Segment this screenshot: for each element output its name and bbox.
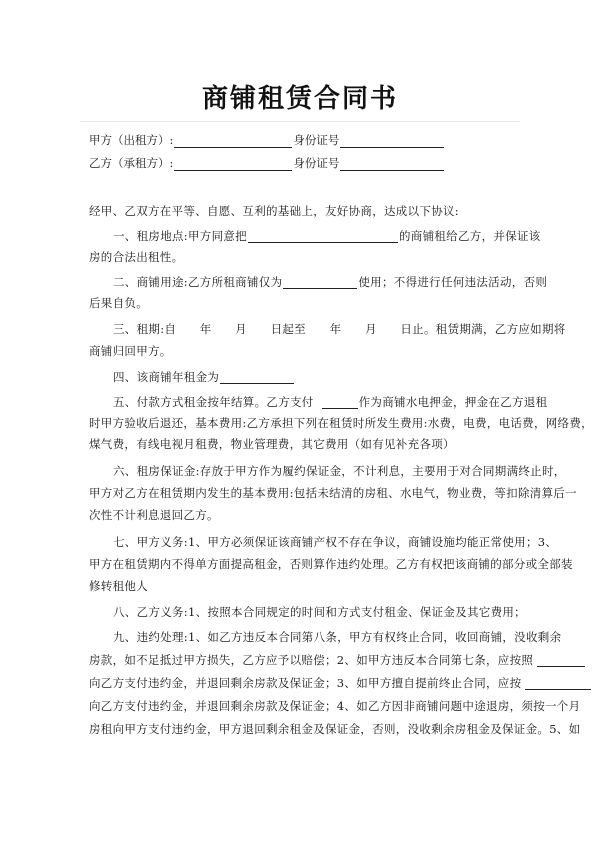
clause-7-line-2: 甲方在租赁期内不得单方面提高租金，否则算作违约处理。乙方有权把该商铺的部分或全部装 [89,557,573,571]
clause-5-deposit-blank[interactable] [322,395,358,409]
clause-8-line-1: 八、乙方义务:1、按照本合同规定的时间和方式支付租金、保证金及其它费用； [113,605,526,619]
clause-1-line-1 [113,229,541,243]
clause-2-line-1 [113,275,547,289]
clause-5-text-a: 五、付款方式租金按年结算。乙方支付 [113,395,314,409]
clause-9-line-2 [89,653,586,667]
party-a-id-blank[interactable] [340,134,444,148]
clause-4-line-1 [113,370,295,384]
clause-9-text-2: 房款，如不足抵过甲方损失，乙方应予以赔偿；2、如甲方违反本合同第七条，应按照 [89,653,534,667]
clause-2-text-b: 使用；不得进行任何违法活动，否则 [358,275,548,289]
party-b-line [89,153,445,171]
clause-6-line-1: 六、租房保证金:存放于甲方作为履约保证金，不计利息，主要用于对合同期满终止时， [113,464,566,478]
clause-1-text-b: 的商铺租给乙方，并保证该 [398,229,541,243]
clause-6-line-3: 次性不计利息退回乙方。 [89,508,219,522]
clause-4-text-a: 四、该商铺年租金为 [113,370,220,384]
party-a-name-blank[interactable] [174,134,292,148]
clause-3-line-1: 三、租期:自 年 月 日起至 年 月 日止。租赁期满，乙方应如期将 [113,322,566,336]
clause-2-line-2: 后果自负。 [89,296,148,310]
clause-9-penalty-blank-1[interactable] [537,653,585,667]
clause-5-line-3: 煤气费，有线电视月租费，物业管理费，其它费用（如有见补充各项） [89,437,455,451]
clause-1-location-blank[interactable] [248,229,398,243]
clause-9-text-3: 向乙方支付违约金，并退回剩余房款及保证金；3、如甲方擅自提前终止合同，应按 [89,676,522,690]
clause-9-line-5: 房租向甲方支付违约金，甲方退回剩余租金及保证金，否则，没收剩余房租金及保证金。5、如 [89,722,581,736]
party-a-line [89,130,445,148]
clause-9-line-1: 九、违约处理:1、如乙方违反本合同第八条，甲方有权终止合同，收回商铺，没收剩余 [113,630,562,644]
party-b-id-label: 身份证号 [293,156,340,170]
party-b-label: 乙方（承租方）: [89,156,174,170]
clause-1-line-2: 房的合法出租性。 [89,250,184,264]
clause-6-line-2: 甲方对乙方在租赁期内发生的基本费用:包括未结清的房租、水电气，物业费，等扣除清算后一 [89,486,577,500]
clause-7-line-3: 修转租他人 [89,579,148,593]
clause-4-rent-blank[interactable] [220,370,294,384]
title-divider [80,121,520,122]
clause-9-penalty-blank-2[interactable] [525,676,591,690]
clause-9-line-4: 向乙方支付违约金，并退回剩余房款及保证金；4、如乙方因非商铺问题中途退房，须按一个月 [89,699,581,713]
document-title: 商铺租赁合同书 [201,84,398,114]
intro-text: 经甲、乙双方在平等、自愿、互利的基础上，友好协商，达成以下协议: [89,204,459,218]
clause-5-text-b: 作为商铺水电押金，押金在乙方退租 [358,395,548,409]
party-a-id-label: 身份证号 [293,133,340,147]
clause-2-use-blank[interactable] [283,275,357,289]
clause-5-line-1 [113,395,547,409]
party-b-id-blank[interactable] [340,157,444,171]
clause-9-line-3 [89,676,592,690]
clause-1-text-a: 一、租房地点:甲方同意把 [113,229,247,243]
clause-2-text-a: 二、商铺用途:乙方所租商铺仅为 [113,275,283,289]
clause-7-line-1: 七、甲方义务:1、甲方必须保证该商铺产权不存在争议，商铺设施均能正常使用；3、 [113,535,558,549]
clause-3-line-2: 商铺归回甲方。 [89,344,172,358]
party-a-label: 甲方（出租方）: [89,133,174,147]
clause-5-line-2: 时甲方验收后退还，基本费用:乙方承担下列在租赁时所发生费用:水费，电费，电话费，网络费， [89,416,593,430]
party-b-name-blank[interactable] [174,157,292,171]
